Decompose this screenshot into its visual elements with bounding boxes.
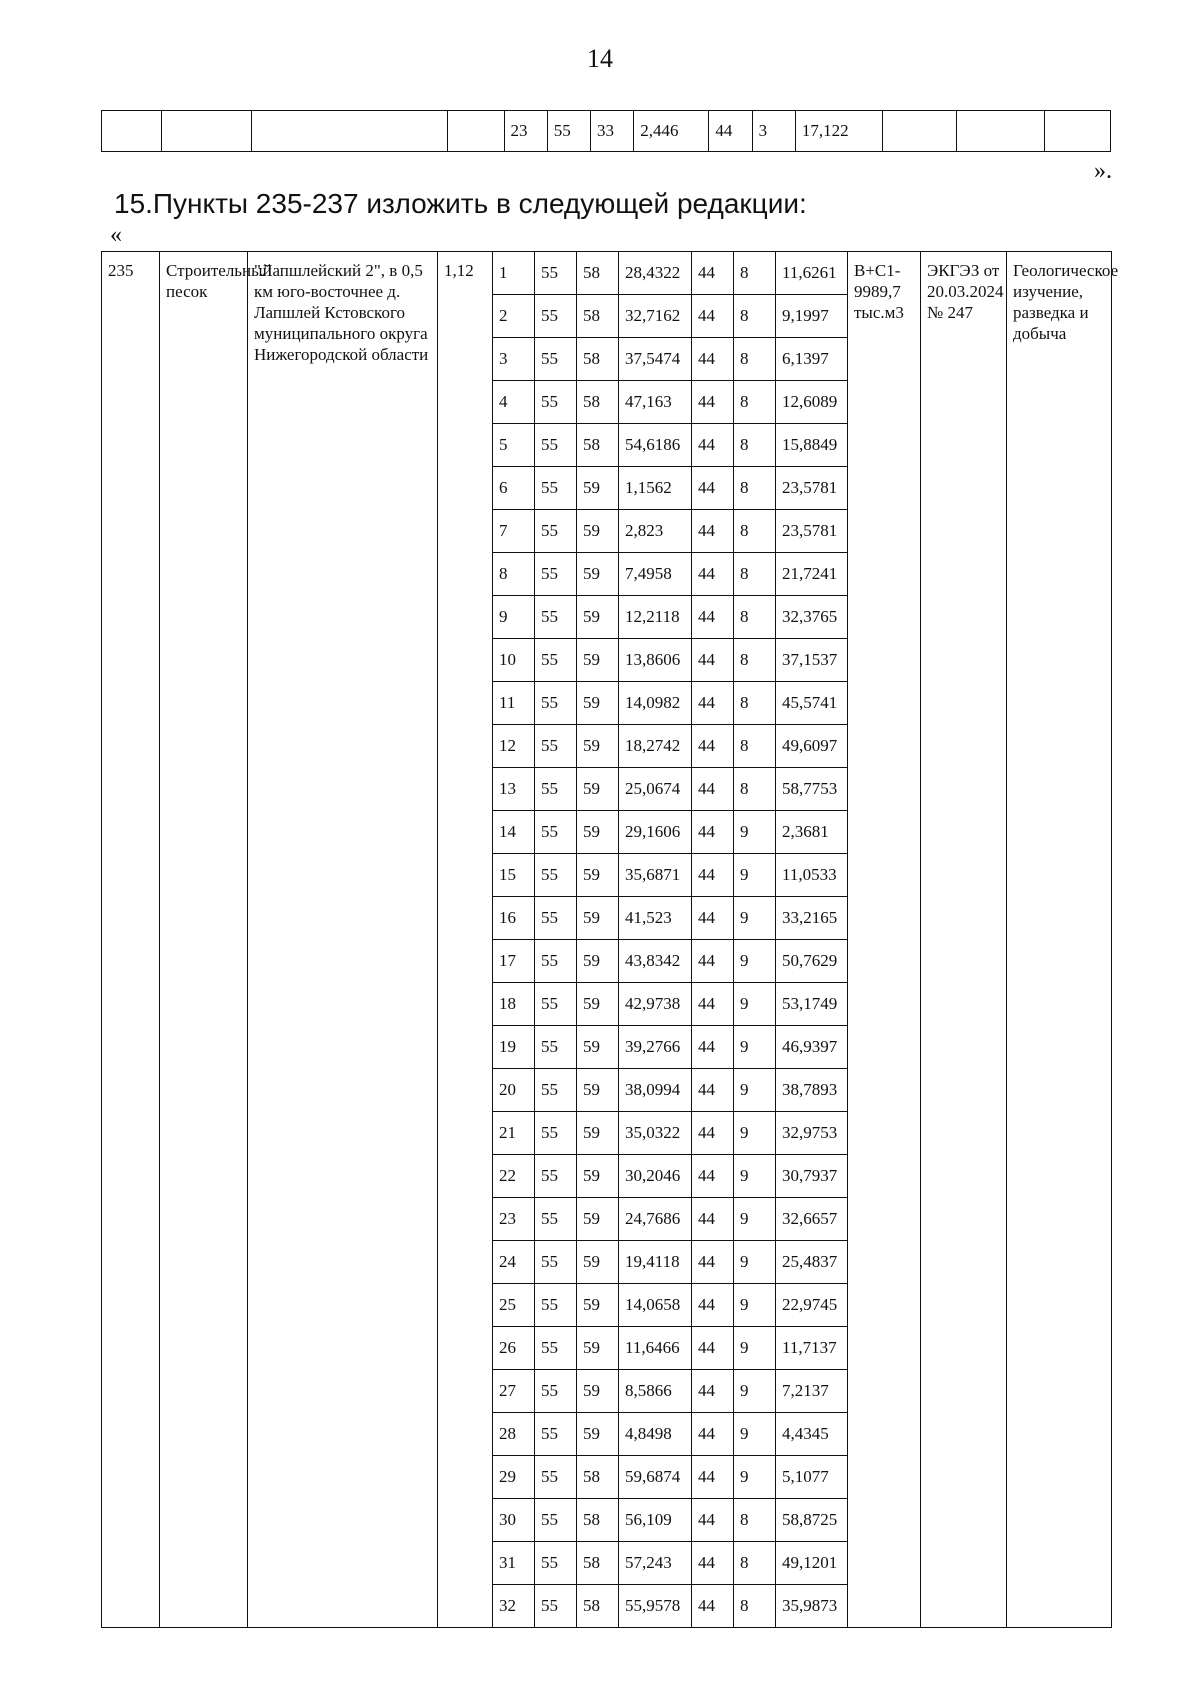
entry-number: 235: [102, 252, 160, 1628]
coordinate-cell: 55: [535, 639, 577, 682]
coordinate-cell: 55: [535, 1456, 577, 1499]
coordinate-cell: 18: [493, 983, 535, 1026]
coordinate-cell: 29,1606: [619, 811, 692, 854]
coordinate-cell: 21,7241: [776, 553, 848, 596]
coordinate-cell: 59: [577, 467, 619, 510]
coordinate-cell: 55: [535, 252, 577, 295]
coordinate-cell: 44: [692, 510, 734, 553]
table-row: [102, 252, 1112, 295]
entry-reserves: В+С1-9989,7 тыс.м3: [848, 252, 921, 1628]
table-cell: [447, 111, 504, 152]
coordinate-cell: 10: [493, 639, 535, 682]
coordinate-cell: 11,6466: [619, 1327, 692, 1370]
coordinate-cell: 38,7893: [776, 1069, 848, 1112]
coordinate-cell: 55: [535, 467, 577, 510]
coordinate-cell: 59: [577, 983, 619, 1026]
coordinate-cell: 24: [493, 1241, 535, 1284]
coordinate-cell: 26: [493, 1327, 535, 1370]
table-cell: 17,122: [795, 111, 883, 152]
coordinate-cell: 1: [493, 252, 535, 295]
coordinate-cell: 44: [692, 768, 734, 811]
coordinate-cell: 18,2742: [619, 725, 692, 768]
coordinate-cell: 44: [692, 1241, 734, 1284]
coordinate-cell: 50,7629: [776, 940, 848, 983]
coordinate-cell: 49,6097: [776, 725, 848, 768]
coordinate-cell: 55: [535, 1327, 577, 1370]
coordinate-cell: 59: [577, 725, 619, 768]
coordinate-cell: 49,1201: [776, 1542, 848, 1585]
table-cell: 55: [547, 111, 590, 152]
coordinate-cell: 8: [734, 295, 776, 338]
coordinate-cell: 8: [734, 639, 776, 682]
coordinate-cell: 12: [493, 725, 535, 768]
coordinate-cell: 44: [692, 1413, 734, 1456]
coordinate-cell: 22: [493, 1155, 535, 1198]
coordinate-cell: 7: [493, 510, 535, 553]
coordinate-cell: 59: [577, 639, 619, 682]
coordinate-cell: 8: [734, 1542, 776, 1585]
coordinate-cell: 55: [535, 682, 577, 725]
coordinate-cell: 32,3765: [776, 596, 848, 639]
table-cell: 44: [709, 111, 752, 152]
coordinate-cell: 44: [692, 295, 734, 338]
coordinate-cell: 23,5781: [776, 467, 848, 510]
coordinate-cell: 55: [535, 1112, 577, 1155]
coordinate-cell: 12,2118: [619, 596, 692, 639]
coordinate-cell: 13: [493, 768, 535, 811]
coordinate-cell: 59: [577, 1026, 619, 1069]
coordinate-cell: 9: [734, 1413, 776, 1456]
coordinate-cell: 9: [734, 1284, 776, 1327]
coordinate-cell: 55: [535, 811, 577, 854]
coordinate-cell: 32: [493, 1585, 535, 1628]
opening-quote: «: [110, 222, 122, 248]
coordinate-cell: 11: [493, 682, 535, 725]
coordinate-cell: 59: [577, 940, 619, 983]
coordinate-cell: 44: [692, 639, 734, 682]
coordinate-cell: 31: [493, 1542, 535, 1585]
coordinate-cell: 58,7753: [776, 768, 848, 811]
coordinate-cell: 6: [493, 467, 535, 510]
coordinate-cell: 46,9397: [776, 1026, 848, 1069]
coordinate-cell: 44: [692, 252, 734, 295]
coordinate-cell: 30,2046: [619, 1155, 692, 1198]
coordinate-cell: 20: [493, 1069, 535, 1112]
table-cell: [1044, 111, 1110, 152]
coordinate-cell: 58: [577, 252, 619, 295]
coordinate-cell: 8,5866: [619, 1370, 692, 1413]
coordinate-cell: 59: [577, 811, 619, 854]
coordinate-cell: 47,163: [619, 381, 692, 424]
coordinate-cell: 55: [535, 897, 577, 940]
coordinate-cell: 25,4837: [776, 1241, 848, 1284]
coordinate-cell: 59: [577, 1327, 619, 1370]
coordinate-cell: 11,7137: [776, 1327, 848, 1370]
coordinate-cell: 55: [535, 725, 577, 768]
coordinate-cell: 35,9873: [776, 1585, 848, 1628]
coordinate-cell: 8: [734, 596, 776, 639]
table-row: [102, 111, 1111, 152]
table-cell: [102, 111, 162, 152]
coordinate-cell: 23: [493, 1198, 535, 1241]
coordinate-cell: 55: [535, 1155, 577, 1198]
coordinate-cell: 44: [692, 467, 734, 510]
coordinate-cell: 9: [493, 596, 535, 639]
coordinate-cell: 8: [734, 424, 776, 467]
coordinate-cell: 55: [535, 553, 577, 596]
coordinate-cell: 12,6089: [776, 381, 848, 424]
coordinate-cell: 44: [692, 1026, 734, 1069]
coordinate-cell: 44: [692, 725, 734, 768]
coordinate-cell: 2,3681: [776, 811, 848, 854]
coordinate-cell: 8: [493, 553, 535, 596]
coordinate-cell: 44: [692, 897, 734, 940]
coordinate-cell: 8: [734, 725, 776, 768]
coordinate-cell: 59: [577, 1155, 619, 1198]
coordinate-cell: 44: [692, 1585, 734, 1628]
coordinate-cell: 53,1749: [776, 983, 848, 1026]
coordinate-cell: 58: [577, 1499, 619, 1542]
coordinate-cell: 59: [577, 1284, 619, 1327]
coordinate-cell: 59: [577, 1241, 619, 1284]
coordinate-cell: 8: [734, 338, 776, 381]
deposit-table: [101, 251, 1119, 1628]
coordinate-cell: 59: [577, 553, 619, 596]
coordinate-cell: 9: [734, 1456, 776, 1499]
coordinate-cell: 19,4118: [619, 1241, 692, 1284]
coordinate-cell: 9: [734, 1370, 776, 1413]
coordinate-cell: 2,823: [619, 510, 692, 553]
coordinate-cell: 58: [577, 1542, 619, 1585]
coordinate-cell: 44: [692, 1198, 734, 1241]
coordinate-cell: 9: [734, 1155, 776, 1198]
coordinate-cell: 8: [734, 553, 776, 596]
coordinate-cell: 55: [535, 381, 577, 424]
coordinate-cell: 44: [692, 1370, 734, 1413]
coordinate-cell: 33,2165: [776, 897, 848, 940]
coordinate-cell: 59: [577, 1069, 619, 1112]
entry-mineral: Строительный песок: [160, 252, 248, 1628]
coordinate-cell: 9: [734, 1026, 776, 1069]
coordinate-cell: 22,9745: [776, 1284, 848, 1327]
coordinate-cell: 8: [734, 381, 776, 424]
coordinate-cell: 44: [692, 381, 734, 424]
coordinate-cell: 6,1397: [776, 338, 848, 381]
coordinate-cell: 55: [535, 940, 577, 983]
coordinate-cell: 59: [577, 1413, 619, 1456]
coordinate-cell: 58: [577, 1585, 619, 1628]
coordinate-cell: 58: [577, 338, 619, 381]
coordinate-cell: 29: [493, 1456, 535, 1499]
coordinate-cell: 55: [535, 424, 577, 467]
coordinate-cell: 9,1997: [776, 295, 848, 338]
coordinate-cell: 37,5474: [619, 338, 692, 381]
coordinate-cell: 2: [493, 295, 535, 338]
coordinate-cell: 58: [577, 1456, 619, 1499]
coordinate-cell: 32,6657: [776, 1198, 848, 1241]
coordinate-cell: 44: [692, 940, 734, 983]
coordinate-cell: 59: [577, 510, 619, 553]
coordinate-cell: 44: [692, 596, 734, 639]
entry-conclusion: ЭКГЭЗ от 20.03.2024 № 247: [921, 252, 1007, 1628]
coordinate-cell: 55: [535, 1241, 577, 1284]
table-cell: 23: [504, 111, 547, 152]
coordinate-cell: 58: [577, 381, 619, 424]
coordinate-cell: 32,9753: [776, 1112, 848, 1155]
coordinate-cell: 8: [734, 467, 776, 510]
coordinate-cell: 55: [535, 1585, 577, 1628]
page-number: 14: [587, 44, 613, 73]
coordinate-cell: 15: [493, 854, 535, 897]
coordinate-cell: 14: [493, 811, 535, 854]
coordinate-cell: 8: [734, 682, 776, 725]
coordinate-cell: 37,1537: [776, 639, 848, 682]
coordinate-cell: 16: [493, 897, 535, 940]
coordinate-cell: 24,7686: [619, 1198, 692, 1241]
coordinate-cell: 55: [535, 295, 577, 338]
coordinate-cell: 5,1077: [776, 1456, 848, 1499]
coordinate-cell: 44: [692, 424, 734, 467]
coordinate-cell: 44: [692, 1456, 734, 1499]
coordinate-cell: 9: [734, 983, 776, 1026]
coordinate-cell: 44: [692, 811, 734, 854]
coordinate-cell: 30: [493, 1499, 535, 1542]
coordinate-cell: 9: [734, 1112, 776, 1155]
coordinate-cell: 38,0994: [619, 1069, 692, 1112]
entry-site: "Лапшлейский 2", в 0,5 км юго-восточнее д. Лапшлей Кстовского муниципального округа Нижегородской области: [248, 252, 438, 1628]
coordinate-cell: 39,2766: [619, 1026, 692, 1069]
coordinate-cell: 45,5741: [776, 682, 848, 725]
coordinate-cell: 44: [692, 553, 734, 596]
coordinate-cell: 14,0982: [619, 682, 692, 725]
entry-area: 1,12: [438, 252, 493, 1628]
coordinate-cell: 59: [577, 1370, 619, 1413]
coordinate-cell: 55: [535, 1542, 577, 1585]
coordinate-cell: 9: [734, 1198, 776, 1241]
coordinate-cell: 55: [535, 983, 577, 1026]
coordinate-cell: 55: [535, 1370, 577, 1413]
coordinate-cell: 13,8606: [619, 639, 692, 682]
coordinate-cell: 9: [734, 811, 776, 854]
coordinate-cell: 7,4958: [619, 553, 692, 596]
table-cell: 2,446: [634, 111, 709, 152]
coordinate-cell: 58,8725: [776, 1499, 848, 1542]
coordinate-cell: 55: [535, 854, 577, 897]
coordinate-cell: 55: [535, 1413, 577, 1456]
coordinate-cell: 43,8342: [619, 940, 692, 983]
coordinate-cell: 55: [535, 510, 577, 553]
coordinate-cell: 30,7937: [776, 1155, 848, 1198]
coordinate-cell: 44: [692, 682, 734, 725]
entry-license-purpose: Геологическое изучение, разведка и добыча: [1007, 252, 1112, 1628]
coordinate-cell: 58: [577, 295, 619, 338]
coordinate-cell: 5: [493, 424, 535, 467]
closing-quote: ».: [1094, 158, 1112, 184]
coordinate-cell: 44: [692, 1069, 734, 1112]
coordinate-cell: 55,9578: [619, 1585, 692, 1628]
coordinate-cell: 44: [692, 983, 734, 1026]
coordinate-cell: 25: [493, 1284, 535, 1327]
coordinate-cell: 59: [577, 682, 619, 725]
coordinate-cell: 42,9738: [619, 983, 692, 1026]
table-cell: 3: [752, 111, 795, 152]
coordinate-cell: 55: [535, 1499, 577, 1542]
coordinate-cell: 55: [535, 768, 577, 811]
coordinate-cell: 15,8849: [776, 424, 848, 467]
coordinate-cell: 55: [535, 1069, 577, 1112]
coordinate-cell: 55: [535, 338, 577, 381]
coordinate-cell: 59: [577, 1198, 619, 1241]
coordinate-cell: 9: [734, 1069, 776, 1112]
table-cell: [883, 111, 957, 152]
coordinate-cell: 57,243: [619, 1542, 692, 1585]
coordinate-cell: 8: [734, 510, 776, 553]
coordinate-cell: 8: [734, 1499, 776, 1542]
coordinate-cell: 4,8498: [619, 1413, 692, 1456]
coordinate-cell: 11,6261: [776, 252, 848, 295]
coordinate-cell: 55: [535, 1026, 577, 1069]
table-cell: [252, 111, 448, 152]
coordinate-cell: 28,4322: [619, 252, 692, 295]
coordinate-cell: 44: [692, 338, 734, 381]
coordinate-cell: 44: [692, 854, 734, 897]
coordinate-cell: 9: [734, 1241, 776, 1284]
coordinate-cell: 21: [493, 1112, 535, 1155]
coordinate-cell: 59,6874: [619, 1456, 692, 1499]
coordinate-cell: 8: [734, 252, 776, 295]
coordinate-cell: 4: [493, 381, 535, 424]
coordinate-cell: 14,0658: [619, 1284, 692, 1327]
coordinate-cell: 55: [535, 1284, 577, 1327]
coordinate-cell: 9: [734, 940, 776, 983]
coordinate-cell: 25,0674: [619, 768, 692, 811]
coordinate-cell: 27: [493, 1370, 535, 1413]
coordinate-cell: 41,523: [619, 897, 692, 940]
coordinate-cell: 35,0322: [619, 1112, 692, 1155]
coordinate-cell: 35,6871: [619, 854, 692, 897]
coordinate-cell: 9: [734, 897, 776, 940]
table-cell: 33: [591, 111, 634, 152]
coordinate-cell: 55: [535, 1198, 577, 1241]
coordinate-cell: 55: [535, 596, 577, 639]
coordinate-cell: 44: [692, 1112, 734, 1155]
coordinate-cell: 4,4345: [776, 1413, 848, 1456]
coordinate-cell: 44: [692, 1284, 734, 1327]
table-cell: [957, 111, 1045, 152]
section-heading: 15.Пункты 235-237 изложить в следующей редакции:: [114, 188, 807, 219]
coordinate-cell: 8: [734, 1585, 776, 1628]
coordinate-cell: 58: [577, 424, 619, 467]
table-cell: [161, 111, 252, 152]
coordinate-cell: 11,0533: [776, 854, 848, 897]
coordinate-cell: 1,1562: [619, 467, 692, 510]
continued-table-row: [101, 110, 1111, 152]
coordinate-cell: 9: [734, 854, 776, 897]
coordinate-cell: 32,7162: [619, 295, 692, 338]
coordinate-cell: 17: [493, 940, 535, 983]
coordinate-cell: 8: [734, 768, 776, 811]
coordinate-cell: 44: [692, 1327, 734, 1370]
coordinate-cell: 23,5781: [776, 510, 848, 553]
coordinate-cell: 9: [734, 1327, 776, 1370]
coordinate-cell: 7,2137: [776, 1370, 848, 1413]
coordinate-cell: 3: [493, 338, 535, 381]
coordinate-cell: 59: [577, 897, 619, 940]
coordinate-cell: 44: [692, 1499, 734, 1542]
coordinate-cell: 59: [577, 596, 619, 639]
coordinate-cell: 56,109: [619, 1499, 692, 1542]
coordinate-cell: 59: [577, 768, 619, 811]
coordinate-cell: 28: [493, 1413, 535, 1456]
coordinate-cell: 44: [692, 1155, 734, 1198]
coordinate-cell: 59: [577, 854, 619, 897]
coordinate-cell: 19: [493, 1026, 535, 1069]
coordinate-cell: 44: [692, 1542, 734, 1585]
coordinate-cell: 59: [577, 1112, 619, 1155]
coordinate-cell: 54,6186: [619, 424, 692, 467]
